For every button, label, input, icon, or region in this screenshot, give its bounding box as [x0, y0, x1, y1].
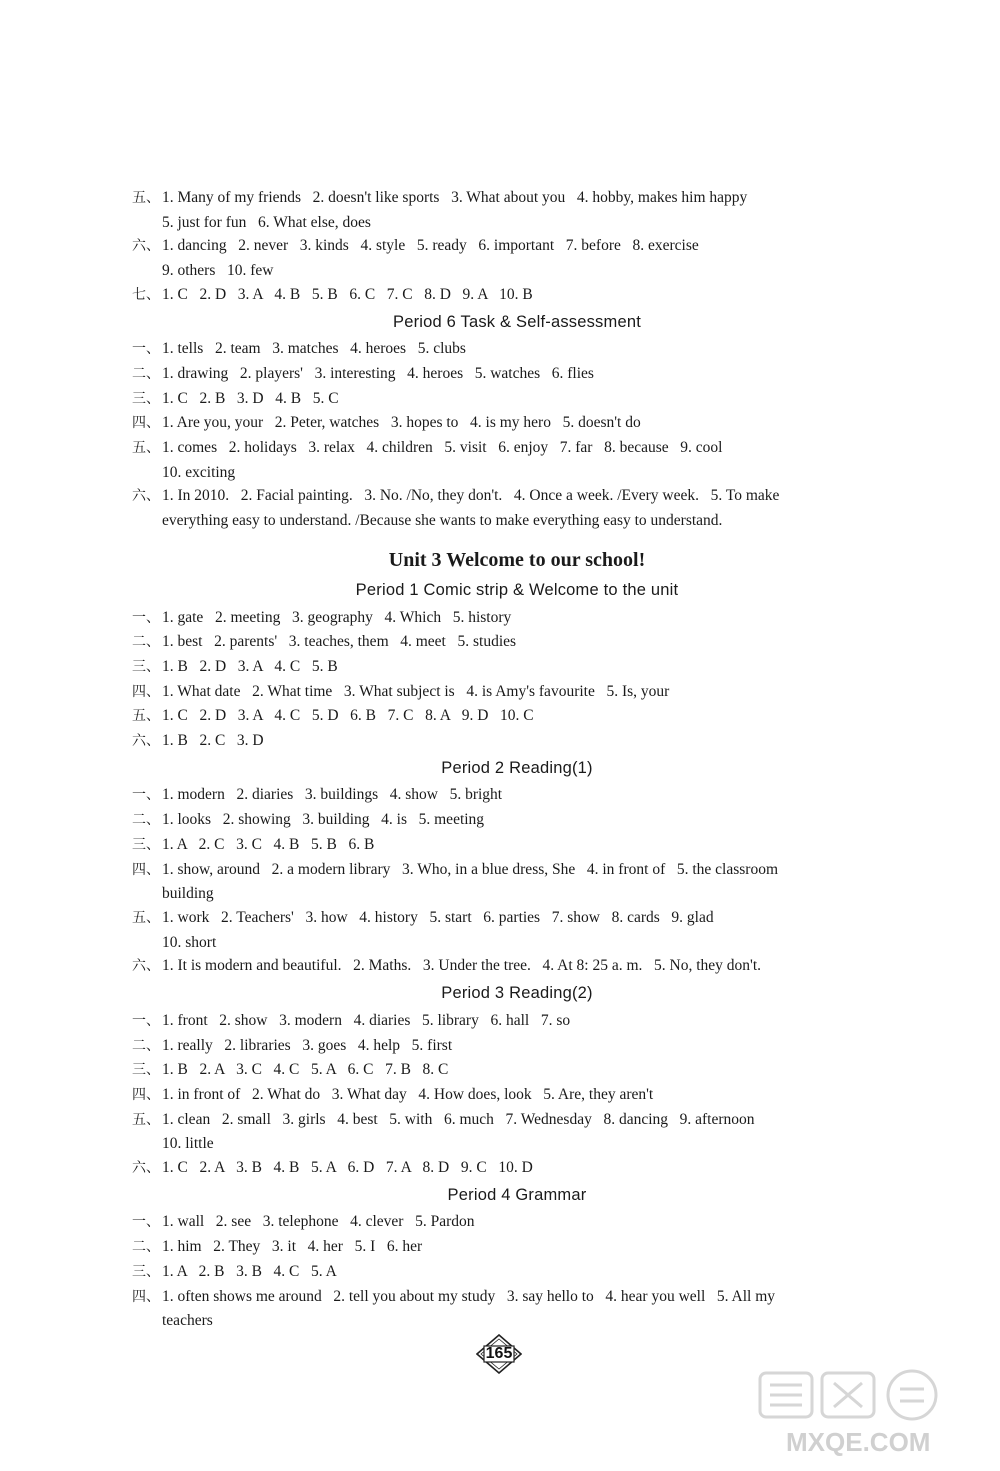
answer-line: [132, 337, 902, 362]
answer-text: 1. A 2. B 3. B 4. C 5. A: [162, 1262, 337, 1280]
section-number: 三、: [132, 390, 160, 407]
section-number: 三、: [132, 658, 160, 675]
period4-answer-lines: [132, 1210, 902, 1333]
answer-line: [132, 1034, 902, 1059]
answer-text: 1. Many of my friends 2. doesn't like sports 3. What about you 4. hobby, makes him happy: [162, 189, 748, 206]
section-number: 一、: [132, 787, 160, 804]
answer-line: [132, 808, 902, 833]
section-number: 三、: [132, 1263, 160, 1280]
answer-text: 1. A 2. C 3. C 4. B 5. B 6. B: [162, 835, 375, 853]
answer-text: 10. short: [162, 933, 217, 951]
answer-text: 1. in front of 2. What do 3. What day 4. How does, look 5. Are, they aren't: [162, 1085, 654, 1103]
answer-line: [132, 729, 902, 754]
period1-heading: Period 1 Comic strip & Welcome to the unit: [355, 580, 679, 599]
answer-line: [132, 1132, 902, 1156]
section-number: 七、: [132, 286, 160, 303]
answer-text: 1. gate 2. meeting 3. geography 4. Which 5. history: [162, 608, 512, 626]
period6-heading: Period 6 Task & Self-assessment: [392, 312, 641, 331]
section-number: 五、: [132, 708, 160, 725]
section-number: 二、: [132, 1037, 160, 1054]
answer-text: 1. comes 2. holidays 3. relax 4. children 5. visit 6. enjoy 7. far 8. because 9. cool: [162, 439, 723, 457]
answer-site-logo-icon: [750, 1367, 980, 1459]
section-number: 五、: [132, 1111, 160, 1128]
answer-line: [132, 484, 902, 509]
section-number: 三、: [132, 836, 160, 853]
unit3-title: Unit 3 Welcome to our school!: [388, 548, 646, 571]
answer-text: 1. show, around 2. a modern library 3. Who, in a blue dress, She 4. in front of 5. the classroom: [162, 860, 779, 878]
section-number: 五、: [132, 190, 160, 206]
section-number: 六、: [132, 958, 160, 975]
answer-line: [132, 1285, 902, 1310]
answer-line: [132, 1058, 902, 1083]
answer-text: 1. him 2. They 3. it 4. her 5. I 6. her: [162, 1238, 423, 1256]
section-number: 三、: [132, 1062, 160, 1079]
period2-answer-lines: [132, 783, 902, 979]
answer-text: 1. C 2. D 3. A 4. B 5. B 6. C 7. C 8. D 9. A 10. B: [162, 285, 533, 303]
page-number-badge: [476, 1334, 522, 1374]
section-number: 五、: [132, 440, 160, 457]
answer-line: [132, 630, 902, 655]
answer-line: [132, 411, 902, 436]
answer-line: [132, 362, 902, 387]
section-number: 六、: [132, 488, 160, 505]
answer-line: [132, 1235, 902, 1260]
answer-text: 1. front 2. show 3. modern 4. diaries 5. library 6. hall 7. so: [162, 1011, 571, 1029]
answer-text: 1. C 2. D 3. A 4. C 5. D 6. B 7. C 8. A 9. D 10. C: [162, 707, 534, 725]
answer-text: 1. Are you, your 2. Peter, watches 3. hopes to 4. is my hero 5. doesn't do: [162, 414, 641, 432]
answer-text: 1. work 2. Teachers' 3. how 4. history 5. start 6. parties 7. show 8. cards 9. glad: [162, 908, 714, 926]
section-number: 四、: [132, 1086, 160, 1103]
section-number: 四、: [132, 683, 160, 700]
top-answer-lines: [132, 186, 902, 308]
answer-line: [132, 1009, 902, 1034]
answer-line: [132, 259, 902, 283]
section-number: 一、: [132, 341, 160, 358]
section-number: 五、: [132, 909, 160, 926]
period3-heading: Period 3 Reading(2): [441, 984, 593, 1003]
section-number: 二、: [132, 812, 160, 829]
section-number: 六、: [132, 733, 160, 750]
answer-text: 1. dancing 2. never 3. kinds 4. style 5. ready 6. important 7. before 8. exercise: [162, 237, 699, 255]
answer-text: 1. tells 2. team 3. matches 4. heroes 5. clubs: [162, 340, 466, 358]
answer-text: 1. wall 2. see 3. telephone 4. clever 5. Pardon: [162, 1213, 475, 1231]
answer-text: 1. B 2. A 3. C 4. C 5. A 6. C 7. B 8. C: [162, 1061, 449, 1079]
answer-text: building: [162, 885, 214, 903]
answer-text: 1. It is modern and beautiful. 2. Maths. 3. Under the tree. 4. At 8: 25 a. m. 5. No, they don't.: [162, 957, 762, 975]
answer-line: [132, 387, 902, 412]
answer-line: [132, 655, 902, 680]
period2-heading: Period 2 Reading(1): [441, 758, 593, 777]
period4-heading: Period 4 Grammar: [447, 1185, 587, 1204]
period1-answer-lines: [132, 606, 902, 754]
answer-line: [132, 606, 902, 631]
answer-line: [132, 906, 902, 931]
answer-text: 1. What date 2. What time 3. What subject is 4. is Amy's favourite 5. Is, your: [162, 682, 670, 700]
answer-text: 1. B 2. D 3. A 4. C 5. B: [162, 657, 338, 675]
answer-text: 1. C 2. B 3. D 4. B 5. C: [162, 389, 339, 407]
section-number: 一、: [132, 1012, 160, 1029]
section-number: 一、: [132, 609, 160, 626]
period3-answer-lines: [132, 1009, 902, 1181]
answer-line: [132, 858, 902, 883]
section-number: 一、: [132, 1214, 160, 1231]
answer-text: 1. drawing 2. players' 3. interesting 4. heroes 5. watches 6. flies: [162, 364, 594, 382]
answer-line: [132, 931, 902, 955]
answer-text: 5. just for fun 6. What else, does: [162, 213, 371, 231]
page-number: 165: [485, 1345, 513, 1362]
period6-answer-lines: [132, 337, 902, 533]
section-number: 六、: [132, 238, 160, 255]
watermark-text: MXQE.COM: [786, 1427, 931, 1457]
answer-line: [132, 1108, 902, 1133]
section-number: 四、: [132, 415, 160, 432]
answer-line: [132, 1083, 902, 1108]
answer-line: [132, 680, 902, 705]
answer-line: [132, 283, 902, 308]
section-number: 二、: [132, 365, 160, 382]
answer-text: 9. others 10. few: [162, 262, 274, 280]
answer-text: 1. really 2. libraries 3. goes 4. help 5. first: [162, 1036, 453, 1054]
answer-text: 1. clean 2. small 3. girls 4. best 5. with 6. much 7. Wednesday 8. dancing 9. afternoon: [162, 1110, 755, 1128]
answer-text: 1. looks 2. showing 3. building 4. is 5. meeting: [162, 811, 485, 829]
answer-line: [132, 1260, 902, 1285]
answer-text: 10. exciting: [162, 463, 236, 481]
answer-text: teachers: [162, 1312, 213, 1330]
answer-line: [132, 509, 902, 533]
answer-text: 1. In 2010. 2. Facial painting. 3. No. /No, they don't. 4. Once a week. /Every week. 5. To make: [162, 487, 780, 505]
answer-text: 1. best 2. parents' 3. teaches, them 4. meet 5. studies: [162, 633, 517, 651]
answer-key-content: [132, 186, 902, 1333]
answer-line: [132, 954, 902, 979]
answer-text: 1. often shows me around 2. tell you about my study 3. say hello to 4. hear you well 5. All my: [162, 1287, 776, 1305]
answer-line: [132, 234, 902, 259]
answer-line: [132, 783, 902, 808]
answer-line: [132, 1309, 902, 1333]
answer-text: 1. C 2. A 3. B 4. B 5. A 6. D 7. A 8. D 9. C 10. D: [162, 1159, 533, 1177]
answer-line: [132, 704, 902, 729]
answer-line: [132, 833, 902, 858]
section-number: 六、: [132, 1160, 160, 1177]
answer-line: [132, 1210, 902, 1235]
section-number: 二、: [132, 634, 160, 651]
answer-text: 10. little: [162, 1135, 214, 1153]
answer-line: [132, 882, 902, 906]
section-number: 二、: [132, 1239, 160, 1256]
answer-text: 1. B 2. C 3. D: [162, 732, 264, 750]
answer-line: [132, 186, 902, 211]
answer-text: 1. modern 2. diaries 3. buildings 4. show 5. bright: [162, 786, 503, 804]
answer-line: [132, 1156, 902, 1181]
section-number: 四、: [132, 1288, 160, 1305]
section-number: 四、: [132, 861, 160, 878]
answer-text: everything easy to understand. /Because she wants to make everything easy to understand.: [162, 512, 723, 530]
answer-line: [132, 211, 902, 235]
answer-line: [132, 436, 902, 461]
answer-line: [132, 461, 902, 485]
